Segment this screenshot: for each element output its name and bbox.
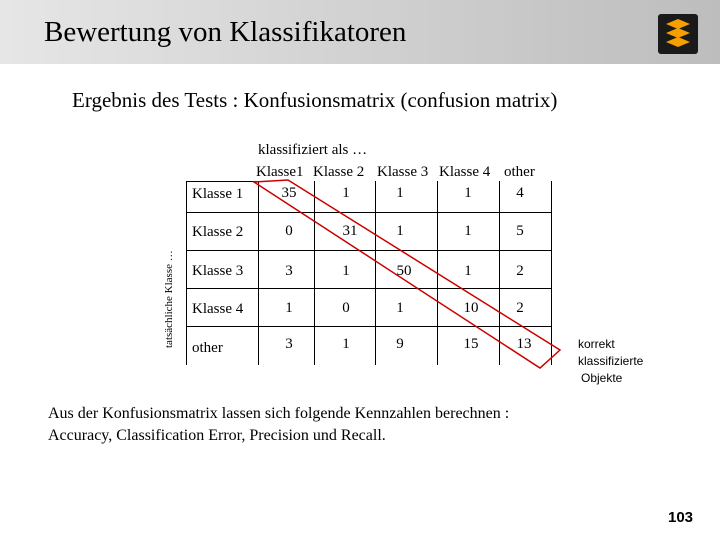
correctly-classified-note: [578, 336, 643, 387]
matrix-cell: 1: [396, 223, 404, 239]
matrix-cell: 1: [464, 223, 472, 239]
matrix-cell: 1: [342, 263, 350, 279]
slide-title: Bewertung von Klassifikatoren: [44, 16, 407, 48]
matrix-cell: 0: [285, 223, 293, 239]
column-header: other: [504, 164, 535, 180]
matrix-cell: 1: [396, 300, 404, 316]
matrix-cell: 0: [342, 300, 350, 316]
matrix-cell: 35: [281, 185, 297, 201]
row-label: Klasse 4: [192, 301, 244, 317]
matrix-cell: 10: [463, 300, 479, 316]
matrix-cell: 9: [396, 336, 404, 352]
body-line: Aus der Konfusionsmatrix lassen sich folgende Kennzahlen berechnen :: [48, 405, 510, 422]
matrix-cell: 1: [464, 185, 472, 201]
matrix-cell: 1: [285, 300, 293, 316]
page-number: 103: [668, 509, 694, 526]
row-label: other: [192, 340, 223, 356]
matrix-cell: 1: [464, 263, 472, 279]
matrix-cell: 1: [396, 185, 404, 201]
matrix-cell: 2: [516, 300, 524, 316]
matrix-cell: 1: [342, 336, 350, 352]
matrix-cell: 4: [516, 185, 524, 201]
matrix-cell: 50: [396, 263, 412, 279]
column-header: Klasse 3: [377, 164, 429, 180]
note-line: korrekt: [578, 337, 615, 351]
body-line: Accuracy, Classification Error, Precision und Recall.: [48, 427, 386, 444]
note-line: Objekte: [581, 371, 623, 385]
row-label: Klasse 3: [192, 263, 244, 279]
row-label: Klasse 1: [192, 186, 244, 202]
classified-as-label: klassifiziert als …: [258, 142, 368, 158]
matrix-cell: 3: [285, 336, 293, 352]
matrix-cell: 15: [463, 336, 479, 352]
actual-class-label: tatsächliche Klasse …: [163, 250, 175, 348]
matrix-cell: 3: [285, 263, 293, 279]
body-text: [48, 403, 688, 447]
note-line: klassifizierte: [578, 354, 644, 368]
matrix-cell: 5: [516, 223, 524, 239]
stacked-layers-logo-icon: [658, 14, 698, 54]
matrix-cell: 13: [516, 336, 532, 352]
matrix-cell: 31: [342, 223, 358, 239]
title-bar: [0, 0, 720, 64]
column-header: Klasse 4: [439, 164, 491, 180]
column-header: Klasse1: [256, 164, 304, 180]
matrix-cell: 1: [342, 185, 350, 201]
slide-subtitle: Ergebnis des Tests : Konfusionsmatrix (confusion matrix): [72, 88, 558, 112]
matrix-cell: 2: [516, 263, 524, 279]
column-header: Klasse 2: [313, 164, 365, 180]
row-label: Klasse 2: [192, 224, 244, 240]
